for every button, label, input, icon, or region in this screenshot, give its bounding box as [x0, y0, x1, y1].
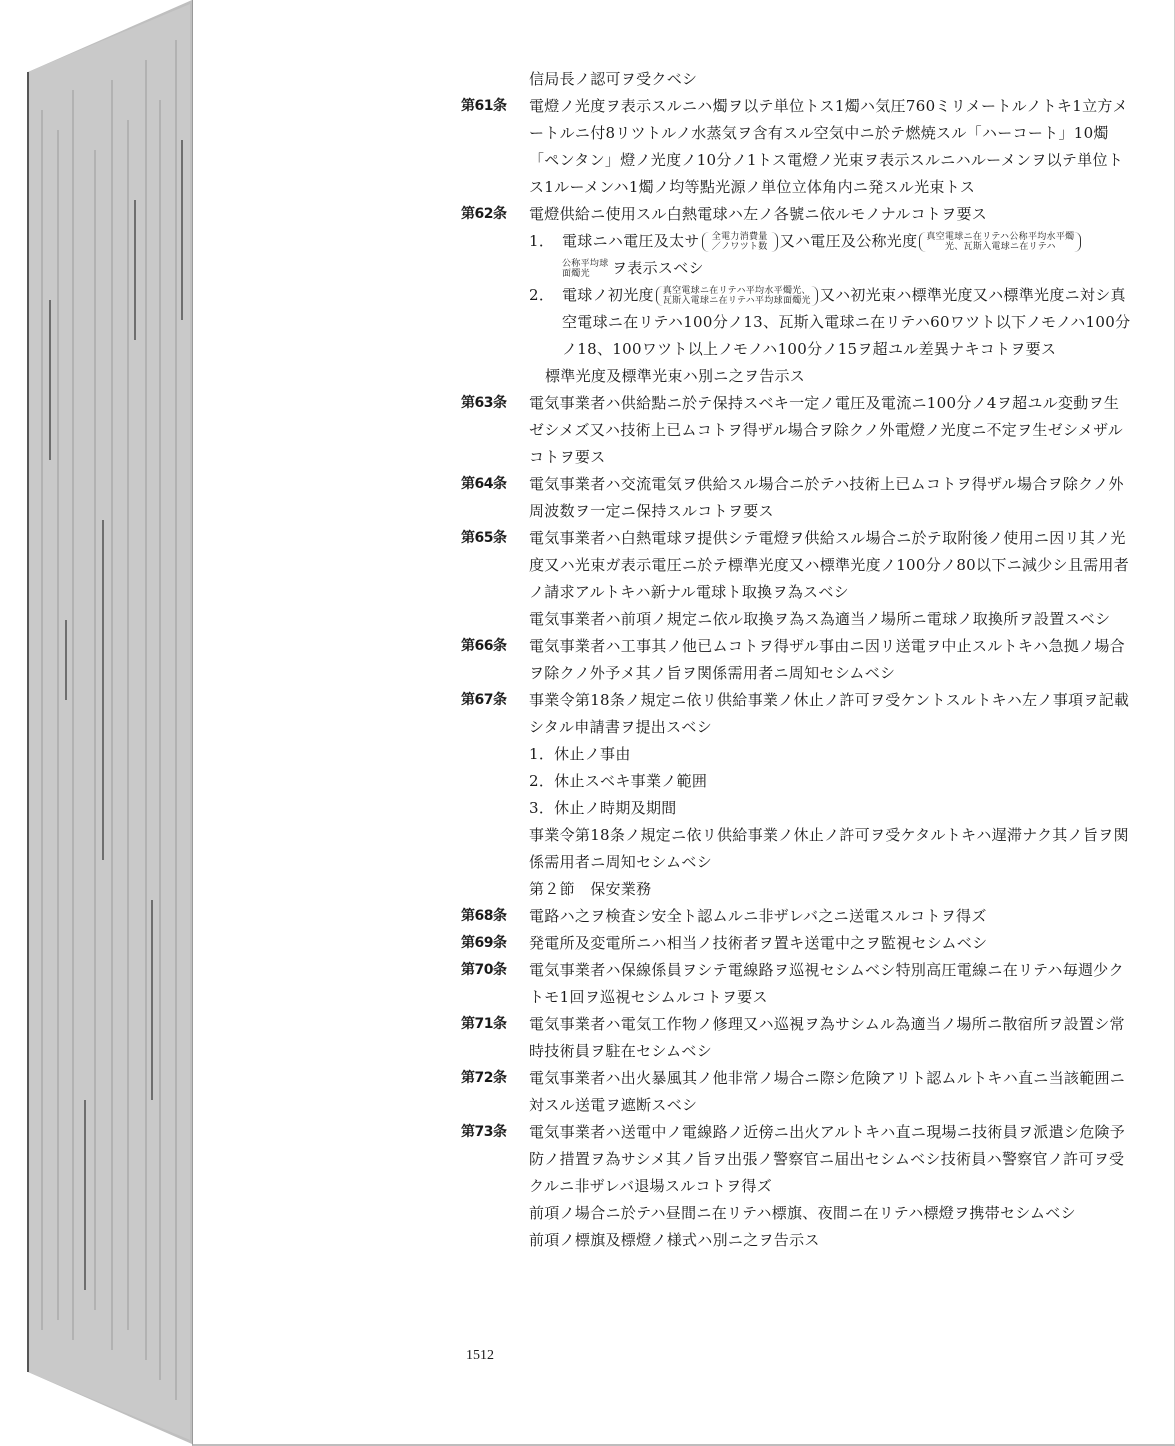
article-63: [461, 390, 1133, 471]
list-item: [529, 282, 1133, 363]
article-text: 電気事業者ハ交流電気ヲ供給スル場合ニ於テハ技術上已ムコトヲ得ザル場合ヲ除クノ外周波数ヲ一定ニ保持スルコトヲ要ス: [529, 475, 1124, 520]
article-label: 第72条: [461, 1070, 507, 1086]
item-number: 2．: [529, 286, 555, 304]
paragraph-text: 電気事業者ハ前項ノ規定ニ依ル取換ヲ為ス為適当ノ場所ニ電球ノ取換所ヲ設置スベシ: [529, 610, 1111, 628]
paragraph: [461, 606, 1133, 633]
paragraph-text: 前項ノ場合ニ於テハ昼間ニ在リテハ標旗、夜間ニ在リテハ標燈ヲ携帯セシムベシ: [529, 1204, 1076, 1222]
article-64: [461, 471, 1133, 525]
paragraph-text: 標準光度及標準光束ハ別ニ之ヲ告示ス: [545, 367, 806, 385]
article-text: 電気事業者ハ工事其ノ他已ムコトヲ得ザル事由ニ因リ送電ヲ中止スルトキハ急拠ノ場合ヲ除クノ外予メ其ノ旨ヲ関係需用者ニ周知セシムベシ: [529, 637, 1125, 682]
paragraph-text: 事業令第18条ノ規定ニ依リ供給事業ノ休止ノ許可ヲ受ケタルトキハ遅滞ナク其ノ旨ヲ関係需用者ニ周知セシムベシ: [529, 826, 1129, 871]
bracket-note: 全電力消費量／ノワツト数: [702, 232, 778, 252]
item-text: 3．休止ノ時期及期間: [529, 799, 677, 817]
paragraph: [461, 363, 1133, 390]
item-text: ヲ表示スベシ: [612, 259, 704, 277]
article-label: 第71条: [461, 1016, 507, 1032]
article-text: 電燈供給ニ使用スル白熱電球ハ左ノ各號ニ依ルモノナルコトヲ要ス: [529, 205, 988, 223]
item-text: 1．休止ノ事由: [529, 745, 631, 763]
item-text: 2．休止スベキ事業ノ範囲: [529, 772, 708, 790]
book-page-edges: [0, 0, 200, 1446]
article-62: [461, 201, 1133, 228]
article-label: 第63条: [461, 395, 507, 411]
item-text: 又ハ電圧及公称光度: [779, 232, 918, 250]
bracket-note: 公称平均球面燭光: [562, 259, 609, 279]
item-text: 電球ニハ電圧及太サ: [562, 232, 700, 250]
item-number: 1．: [529, 232, 555, 250]
article-67: [461, 687, 1133, 741]
paragraph: [461, 822, 1133, 876]
article-label: 第61条: [461, 98, 507, 114]
section-heading: [461, 876, 1133, 903]
list-item: [461, 795, 1133, 822]
list-item: [529, 228, 1133, 282]
article-text: 事業令第18条ノ規定ニ依リ供給事業ノ休止ノ許可ヲ受ケントスルトキハ左ノ事項ヲ記載シタル申請書ヲ提出スベシ: [529, 691, 1130, 736]
article-text: 電気事業者ハ電気工作物ノ修理又ハ巡視ヲ為サシムル為適当ノ場所ニ散宿所ヲ設置シ常時技術員ヲ駐在セシムベシ: [529, 1015, 1125, 1060]
article-label: 第62条: [461, 206, 507, 222]
article-69: [461, 930, 1133, 957]
article-text: 電燈ノ光度ヲ表示スルニハ燭ヲ以テ単位トス1燭ハ気圧760ミリメートルノトキ1立方メートルニ付8リツトルノ水蒸気ヲ含有スル空気中ニ於テ燃焼スル「ハーコート」10燭「ペンタン」燈ノ光度ノ10分ノ1トス電燈ノ光束ヲ表示スルニハルーメンヲ以テ単位トス1ルーメンハ1燭ノ均等點光源ノ単位立体角内ニ発スル光束トス: [529, 97, 1128, 196]
article-label: 第70条: [461, 962, 507, 978]
article-label: 第67条: [461, 692, 507, 708]
article-61: [461, 93, 1133, 201]
bracket-note: 真空電球ニ在リテハ平均水平燭光、瓦斯入電球ニ在リテハ平均球面燭光: [656, 286, 818, 306]
article-label: 第64条: [461, 476, 507, 492]
article-text: 電気事業者ハ送電中ノ電線路ノ近傍ニ出火アルトキハ直ニ現場ニ技術員ヲ派遣シ危険予防ノ措置ヲ為サシメ其ノ旨ヲ出張ノ警察官ニ届出セシムベシ技術員ハ警察官ノ許可ヲ受クルニ非ザレバ退場スルコトヲ得ズ: [529, 1123, 1126, 1195]
section-title: 第２節 保安業務: [529, 880, 652, 898]
article-68: [461, 903, 1133, 930]
article-text: 電気事業者ハ供給點ニ於テ保持スベキ一定ノ電圧及電流ニ100分ノ4ヲ超ユル変動ヲ生ゼシメズ又ハ技術上已ムコトヲ得ザル場合ヲ除クノ外電燈ノ光度ニ不定ヲ生ゼシメザルコトヲ要ス: [529, 394, 1124, 466]
article-70: [461, 957, 1133, 1011]
paragraph: [461, 1200, 1133, 1227]
article-71: [461, 1011, 1133, 1065]
article-label: 第65条: [461, 530, 507, 546]
article-label: 第66条: [461, 638, 507, 654]
paragraph: [461, 1227, 1133, 1254]
page-number: 1512: [466, 1348, 494, 1363]
statute-text: [461, 66, 1133, 1254]
list-item: [461, 768, 1133, 795]
paragraph-text: 信局長ノ認可ヲ受クベシ: [529, 70, 698, 88]
article-label: 第68条: [461, 908, 507, 924]
bracket-note: 真空電球ニ在リテハ公称平均水平燭光、瓦斯入電球ニ在リテハ: [919, 232, 1081, 252]
article-text: 電気事業者ハ出火暴風其ノ他非常ノ場合ニ際シ危険アリト認ムルトキハ直ニ当該範囲ニ対スル送電ヲ遮断スベシ: [529, 1069, 1126, 1114]
article-label: 第73条: [461, 1124, 507, 1140]
article-text: 発電所及変電所ニハ相当ノ技術者ヲ置キ送電中之ヲ監視セシムベシ: [529, 934, 988, 952]
article-66: [461, 633, 1133, 687]
article-text: 電気事業者ハ保線係員ヲシテ電線路ヲ巡視セシムベシ特別高圧電線ニ在リテハ毎週少クトモ1回ヲ巡視セシムルコトヲ要ス: [529, 961, 1124, 1006]
article-73: [461, 1119, 1133, 1200]
list-item: [461, 741, 1133, 768]
article-text: 電気事業者ハ白熱電球ヲ提供シテ電燈ヲ供給スル場合ニ於テ取附後ノ使用ニ因リ其ノ光度又ハ光束ガ表示電圧ニ於テ標準光度又ハ標準光度ノ100分ノ80以下ニ減少シ且需用者ノ請求アルトキハ新ナル電球ト取換ヲ為スベシ: [529, 529, 1130, 601]
article-65: [461, 525, 1133, 606]
item-text: 又ハ初光束ハ標準光度又ハ標準光度ニ対シ真空電球ニ在リテハ100分ノ13、瓦斯入電球ニ在リテハ60ワツト以下ノモノハ100分ノ18、100ワツト以上ノモノハ100分ノ15ヲ超ユル差異ナキコトヲ要ス: [562, 286, 1131, 358]
item-text: 電球ノ初光度: [562, 286, 654, 304]
paragraph: [461, 66, 1133, 93]
paragraph-text: 前項ノ標旗及標燈ノ様式ハ別ニ之ヲ告示ス: [529, 1231, 820, 1249]
article-label: 第69条: [461, 935, 507, 951]
article-72: [461, 1065, 1133, 1119]
article-text: 電路ハ之ヲ検査シ安全ト認ムルニ非ザレバ之ニ送電スルコトヲ得ズ: [529, 907, 987, 925]
